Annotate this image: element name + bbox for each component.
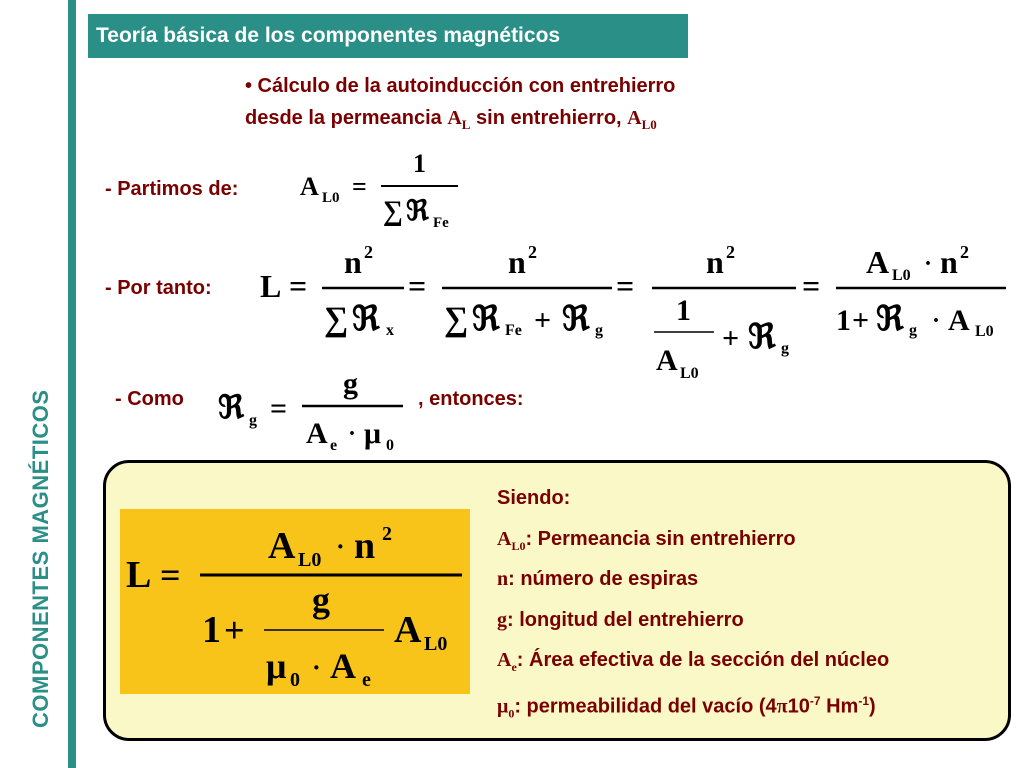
legend-item-al0: $A_{L0}$: Permeancia sin entrehierro	[497, 527, 796, 553]
svg-text:1: 1	[676, 294, 691, 327]
svg-text:n: n	[508, 244, 526, 280]
al0-symbol: A	[627, 107, 642, 129]
svg-text:A: A	[656, 344, 678, 377]
equation-gap-reluctance	[218, 367, 403, 454]
svg-text:=: =	[802, 268, 821, 304]
svg-text:A: A	[300, 172, 319, 201]
svg-text:g: g	[781, 340, 789, 357]
bullet-line-2: desde la permeancia $A_L$ sin entrehierro, $A_{L0}$	[245, 107, 657, 132]
svg-text:ℜ: ℜ	[352, 301, 380, 338]
svg-text:e: e	[330, 437, 338, 454]
label-como: - Como	[115, 388, 184, 410]
legend-item-n: n: número de espiras	[497, 568, 699, 590]
svg-text:1: 1	[202, 609, 221, 651]
bullet-line-1: • Cálculo de la autoinducción con entrehierro	[245, 75, 676, 97]
svg-text:ℜ: ℜ	[876, 301, 904, 338]
svg-text:+: +	[722, 322, 740, 355]
svg-text:1: 1	[413, 149, 426, 178]
svg-text:ℜ: ℜ	[748, 319, 776, 356]
svg-text:Fe: Fe	[433, 215, 449, 231]
svg-text:·: ·	[348, 421, 357, 447]
svg-text:2: 2	[382, 523, 392, 545]
svg-text:A: A	[948, 304, 970, 337]
equation-permeance	[300, 149, 458, 231]
svg-text:g: g	[343, 367, 358, 400]
svg-text:L0: L0	[892, 267, 911, 284]
svg-text:e: e	[362, 669, 371, 691]
svg-text:L0: L0	[298, 549, 322, 571]
svg-text:L0: L0	[424, 633, 448, 655]
svg-text:·: ·	[312, 653, 321, 682]
svg-text:g: g	[312, 580, 330, 620]
svg-text:n: n	[940, 244, 958, 280]
sidebar-title: COMPONENTES MAGNÉTICOS	[28, 389, 53, 728]
svg-text:A: A	[306, 417, 328, 450]
svg-text:2: 2	[364, 242, 373, 262]
svg-text:x: x	[386, 322, 394, 339]
slide-title: Teoría básica de los componentes magnéticos	[88, 14, 688, 58]
svg-text:ℜ: ℜ	[406, 196, 429, 227]
svg-text:+: +	[224, 610, 245, 650]
equation-inductance-chain	[260, 242, 1006, 382]
al-symbol: A	[447, 107, 462, 129]
svg-text:L: L	[260, 268, 282, 304]
svg-text:0: 0	[386, 437, 394, 454]
label-partimos: - Partimos de:	[105, 178, 239, 200]
svg-text:+: +	[534, 304, 552, 337]
svg-text:ℜ: ℜ	[472, 301, 500, 338]
svg-text:μ: μ	[364, 417, 382, 450]
svg-text:A: A	[866, 244, 890, 280]
svg-text:+: +	[852, 304, 870, 337]
svg-text:μ: μ	[266, 646, 287, 686]
legend-item-g: g: longitud del entrehierro	[497, 608, 744, 631]
svg-text:L0: L0	[322, 190, 340, 206]
svg-text:Fe: Fe	[505, 322, 522, 339]
svg-text:0: 0	[290, 669, 300, 691]
svg-text:=: =	[289, 268, 308, 304]
svg-text:∑: ∑	[383, 196, 403, 227]
svg-text:ℜ: ℜ	[218, 389, 245, 425]
svg-text:L: L	[126, 554, 152, 596]
svg-text:2: 2	[960, 242, 969, 262]
svg-text:∑: ∑	[444, 301, 469, 338]
svg-text:·: ·	[932, 308, 941, 334]
svg-text:L0: L0	[975, 323, 994, 340]
svg-text:·: ·	[336, 532, 345, 561]
svg-text:g: g	[249, 412, 257, 429]
svg-text:·: ·	[924, 251, 933, 277]
svg-text:1: 1	[836, 304, 851, 337]
svg-text:∑: ∑	[324, 301, 349, 338]
svg-text:n: n	[706, 244, 724, 280]
svg-text:n: n	[354, 525, 376, 567]
svg-text:g: g	[909, 322, 917, 339]
label-por-tanto: - Por tanto:	[105, 277, 212, 299]
legend-item-ae: $A_e$: Área efectiva de la sección del núcleo	[497, 649, 890, 674]
legend-heading: Siendo:	[497, 487, 571, 509]
svg-text:A: A	[394, 609, 422, 651]
label-entonces: , entonces:	[418, 388, 524, 410]
svg-text:n: n	[344, 244, 362, 280]
svg-text:2: 2	[726, 242, 735, 262]
svg-text:g: g	[595, 322, 603, 339]
final-formula	[126, 523, 462, 691]
svg-text:=: =	[270, 392, 288, 425]
svg-text:L0: L0	[680, 365, 699, 382]
svg-text:2: 2	[528, 242, 537, 262]
svg-text:=: =	[408, 268, 427, 304]
legend-item-mu0: $\mu_0$: permeabilidad del vacío ($4\pi 10^{-7}$ $Hm^{-1}$)	[497, 693, 876, 721]
svg-text:=: =	[160, 555, 181, 595]
svg-text:=: =	[616, 268, 635, 304]
svg-text:A: A	[268, 525, 296, 567]
svg-text:A: A	[330, 646, 356, 686]
svg-text:=: =	[352, 172, 367, 201]
svg-text:ℜ: ℜ	[562, 301, 590, 338]
